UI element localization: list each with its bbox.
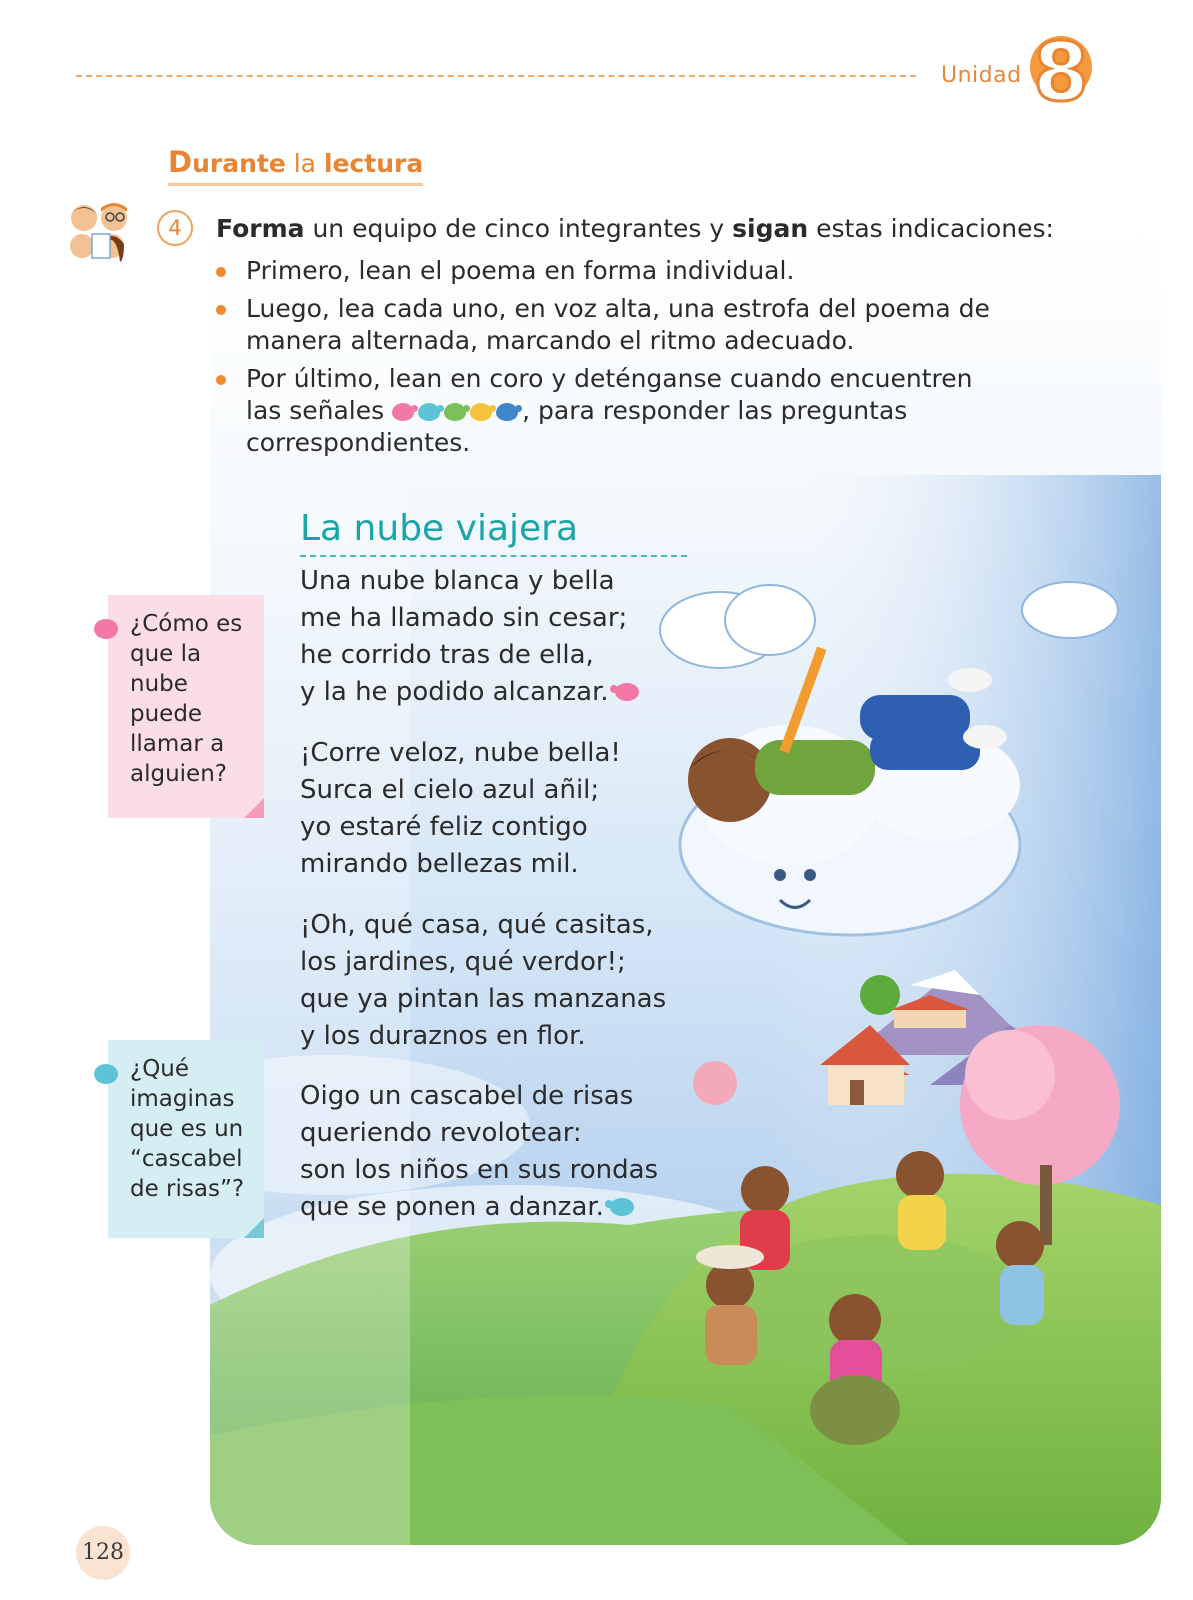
- poem-stanza-3: [300, 907, 666, 1055]
- cyan-question-note: [108, 1040, 264, 1238]
- poem-line: Surca el cielo azul añil;: [300, 775, 600, 805]
- poem-stanza-2: [300, 735, 621, 883]
- unit-label: Unidad: [941, 63, 1022, 88]
- poem-line: Oigo un cascabel de risas: [300, 1081, 634, 1111]
- activity-number: 4: [157, 210, 193, 246]
- page-number: 128: [76, 1526, 130, 1580]
- group-work-icon: [64, 200, 136, 266]
- section-title-word3: lectura: [323, 149, 424, 178]
- pink-question-text: ¿Cómo es que la nube puede llamar a alguien?: [130, 611, 243, 787]
- poem-line: ¡Corre veloz, nube bella!: [300, 738, 621, 768]
- unit-number: 8: [1033, 26, 1089, 119]
- bullet-dot: [216, 267, 226, 277]
- bullet-text: Luego, lea cada uno, en voz alta, una estrofa del poema de manera alternada, marcando el ritmo adecuado.: [246, 294, 990, 355]
- section-title-word2: la: [293, 149, 316, 178]
- bullet-dot: [216, 305, 226, 315]
- poem-stanza-4: [300, 1078, 658, 1226]
- poem-line: son los niños en sus rondas: [300, 1155, 659, 1185]
- cyan-question-text: ¿Qué imaginas que es un “cascabel de risas”?: [130, 1056, 245, 1202]
- instruction-text-2: estas indicaciones:: [816, 214, 1054, 243]
- pink-signal-icon: [94, 619, 118, 639]
- bullet-item: [216, 363, 1006, 459]
- cyan-signal-icon: [610, 1198, 634, 1216]
- section-title-word1: urante: [192, 149, 286, 178]
- poem-line: queriendo revolotear:: [300, 1118, 582, 1148]
- bullet-text: , para responder las preguntas correspondientes.: [246, 396, 908, 457]
- poem-line: Una nube blanca y bella: [300, 566, 615, 596]
- poem-line: yo estaré feliz contigo: [300, 812, 588, 842]
- poem-stanza-1: [300, 563, 639, 711]
- bullet-item: [216, 293, 1016, 357]
- bullet-text: Primero, lean el poema en forma individual.: [246, 256, 795, 285]
- bullet-text: Por último, lean en coro y deténganse cuando encuentren las señales: [246, 364, 973, 425]
- poem-line: he corrido tras de ella,: [300, 640, 594, 670]
- poem-line: ¡Oh, qué casa, qué casitas,: [300, 910, 654, 940]
- section-title: [168, 145, 423, 186]
- yellow-signal-icon: [470, 403, 492, 421]
- instruction-text-1: un equipo de cinco integrantes y: [312, 214, 725, 243]
- poem-line: los jardines, qué verdor!;: [300, 947, 626, 977]
- note-fold-corner: [244, 1218, 264, 1238]
- instruction-bullets: [216, 255, 1096, 465]
- poem-line: me ha llamado sin cesar;: [300, 603, 628, 633]
- note-fold-corner: [244, 798, 264, 818]
- cyan-signal-icon: [418, 403, 440, 421]
- poem-line: que ya pintan las manzanas: [300, 984, 667, 1014]
- section-title-initial: D: [168, 145, 193, 179]
- bullet-item: [216, 255, 1096, 287]
- green-signal-icon: [444, 403, 466, 421]
- bullet-dot: [216, 375, 226, 385]
- poem-title: La nube viajera: [300, 508, 687, 557]
- cyan-signal-icon: [94, 1064, 118, 1084]
- activity-instruction: [216, 213, 1054, 245]
- pink-signal-icon: [615, 683, 639, 701]
- poem-line: y los duraznos en flor.: [300, 1021, 586, 1051]
- poem-line: y la he podido alcanzar.: [300, 677, 609, 707]
- poem-line: mirando bellezas mil.: [300, 849, 579, 879]
- pink-signal-icon: [392, 403, 414, 421]
- poem-line: que se ponen a danzar.: [300, 1192, 604, 1222]
- pink-question-note: [108, 595, 264, 818]
- instruction-bold-forma: Forma: [216, 214, 305, 243]
- blue-signal-icon: [496, 403, 518, 421]
- instruction-bold-sigan: sigan: [732, 214, 809, 243]
- header-dashed-line: [76, 75, 916, 77]
